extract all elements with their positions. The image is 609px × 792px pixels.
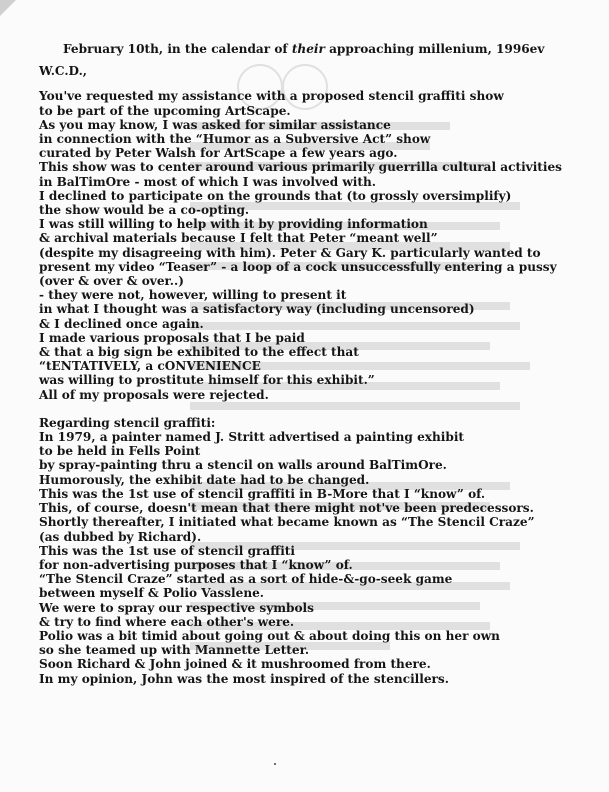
page-corner-fold (0, 0, 16, 16)
text-line: curated by Peter Walsh for ArtScape a few years ago. (39, 146, 398, 161)
text-line: All of my proposals were rejected. (39, 387, 269, 402)
text-line: This show was to center around various primarily guerrilla cultural activities (39, 160, 562, 175)
text-line: & try to find where each other's were. (39, 614, 295, 629)
text-line: - they were not, however, willing to present it (39, 288, 347, 303)
text-line: in connection with the “Humor as a Subversive Act” show (39, 132, 431, 147)
text-line: I made various proposals that I be paid (39, 330, 305, 345)
text-line: in what I thought was a satisfactory way (including uncensored) (39, 302, 475, 317)
text-line: I was still willing to help with it by providing information (39, 217, 428, 232)
text-line: was willing to prostitute himself for this exhibit.” (39, 373, 375, 388)
text-line: We were to spray our respective symbols (39, 600, 314, 615)
paragraph-gap (39, 402, 594, 416)
text-line: for non-advertising purposes that I “know” of. (39, 557, 353, 572)
text-line: Polio was a bit timid about going out & about doing this on her own (39, 628, 500, 643)
text-line: (despite my disagreeing with him). Peter & Gary K. particularly wanted to (39, 245, 541, 260)
text-line: between myself & Polio Vasslene. (39, 586, 265, 601)
date-emphasis: their (291, 42, 325, 56)
text-line: (over & over & over..) (39, 274, 184, 289)
text-line: You've requested my assistance with a proposed stencil graffiti show (39, 89, 504, 104)
text-line: & archival materials because I felt that Peter “meant well” (39, 231, 438, 246)
text-line: Shortly thereafter, I initiated what became known as “The Stencil Craze” (39, 515, 535, 530)
text-line: so she teamed up with Mannette Letter. (39, 643, 310, 658)
letter-body (39, 42, 594, 686)
date-prefix: February 10th, in the calendar of (63, 42, 292, 56)
text-line: “The Stencil Craze” started as a sort of hide-&-go-seek game (39, 572, 453, 587)
text-line: & I declined once again. (39, 316, 204, 331)
text-line: to be part of the upcoming ArtScape. (39, 103, 291, 118)
text-line: I declined to participate on the grounds that (to grossly oversimplify) (39, 188, 512, 203)
text-line: “tENTATIVELY, a cONVENIENCE (39, 359, 261, 374)
text-line: This was the 1st use of stencil graffiti (39, 543, 295, 558)
paragraph-artscape-history (39, 89, 594, 401)
text-line: to be held in Fells Point (39, 444, 201, 459)
text-line: the show would be a co-opting. (39, 203, 250, 218)
text-line: in BalTimOre - most of which I was involved with. (39, 174, 376, 189)
letter-date (39, 42, 594, 56)
salutation: W.C.D., (39, 64, 88, 79)
date-suffix: approaching millenium, 1996ev (324, 42, 545, 56)
text-line: present my video “Teaser” - a loop of a cock unsuccessfully entering a pussy (39, 259, 557, 274)
text-line: As you may know, I was asked for similar assistance (39, 117, 391, 132)
paragraph-stencil-graffiti (39, 416, 594, 686)
text-line: Regarding stencil graffiti: (39, 415, 216, 430)
text-line: In 1979, a painter named J. Stritt advertised a painting exhibit (39, 430, 465, 445)
text-line: Soon Richard & John joined & it mushroomed from there. (39, 657, 431, 672)
stray-ink-dot (274, 763, 276, 765)
text-line: This, of course, doesn't mean that there might not've been predecessors. (39, 501, 534, 516)
text-line: This was the 1st use of stencil graffiti in B-More that I “know” of. (39, 486, 486, 501)
text-line: by spray-painting thru a stencil on walls around BalTimOre. (39, 458, 447, 473)
text-line: & that a big sign be exhibited to the effect that (39, 345, 359, 360)
text-line: Humorously, the exhibit date had to be changed. (39, 472, 370, 487)
text-line: (as dubbed by Richard). (39, 529, 202, 544)
text-line: In my opinion, John was the most inspired of the stencillers. (39, 671, 449, 686)
